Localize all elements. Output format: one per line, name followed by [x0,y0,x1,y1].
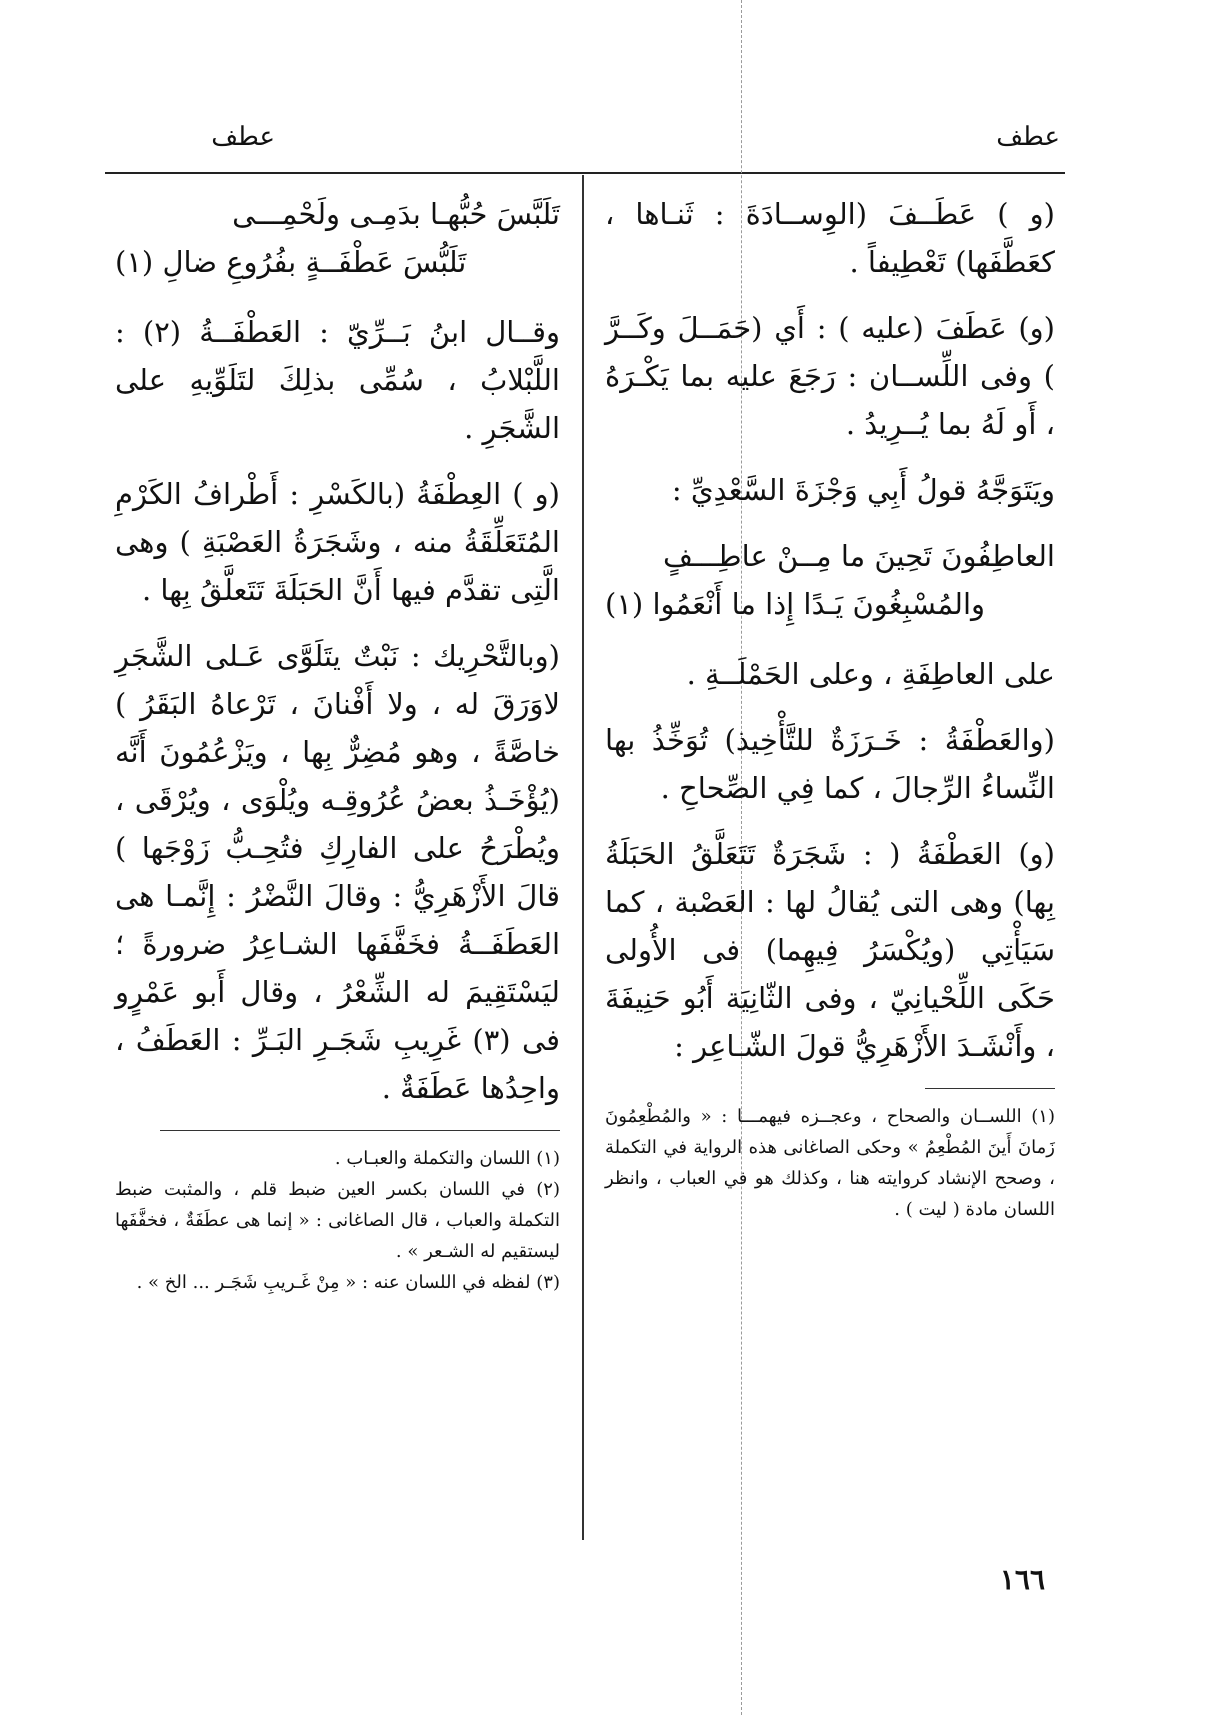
footnote: (١) اللسان والتكملة والعبـاب . [334,1148,560,1169]
page-number: ١٦٦ [999,1563,1045,1596]
column-divider [582,175,584,1540]
paragraph: (و) العَطْفَةُ ( : شَجَرَةٌ تَتَعَلَّقُ الحَبَلَةُ بِها) وهى التى يُقالُ لها : العَصْبة ، كما سَيَأْتِي (ويُكْسَرُ فِيهِما) فى الأُولى حَكَى اللِّحْيانِيّ ، وفى الثّانِيَة أَبُو حَنِيفَةَ ، وأَنْشَـدَ الأَزْهَرِيُّ قولَ الشّـاعِر : [605,837,1055,1063]
footnote-rule [160,1130,560,1131]
left-column [115,190,560,1298]
paragraph: ويَتَوَجَّهُ قولُ أَبِي وَجْزَةَ السَّعْدِيِّ : [671,473,1055,507]
verse [605,532,1055,628]
paragraph: على العاطِفَةِ ، وعلى الحَمْلَــةِ . [686,657,1055,691]
footnote: (٣) لفظه في اللسان عنه : « مِنْ غَـريبِ شَجَـر ... الخ » . [136,1272,560,1293]
verse-hemistich-second: تَلَبُّسَ عَطْفَــةٍ بفُرُوعِ ضالِ (١) [115,245,467,279]
paragraph: (والعَطْفَةُ : خَـرَزَةٌ للتَّأْخِيذ) تُوَخِّذُ بها النِّساءُ الرِّجالَ ، كما فِي الصِّحاحِ . [605,723,1055,805]
paragraph: وقــال ابنُ بَــرِّيّ : العَطْفَــةُ (٢) : اللَّبْلابُ ، سُمِّى بذلِكَ لتَلَوِّيهِ على الشَّجَرِ . [115,315,560,445]
paragraph: (وبالتَّحْرِيك : نَبْتٌ يتَلَوَّى عَـلى الشَّجَرِ لاوَرَقَ له ، ولا أَفْنانَ ، تَرْعاهُ البَقَرُ ) خاصَّةً ، وهو مُضِرٌّ بِها ، ويَزْعُمُونَ أَنَّه (يُؤْخَـذُ بعضُ عُرُوقِـه ويُلْوَى ، ويُرْقَى ، ويُطْرَحُ على الفارِكِ فتُحِـبُّ زَوْجَها ) قالَ الأَزْهَرِيُّ : وقالَ النَّضْرُ : إِنَّمـا هى العَطَفَــةُ فخَفَّفَها الشـاعِرُ ضرورةً ؛ ليَسْتَقِيمَ له الشِّعْرُ ، وقال أَبو عَمْرٍو فى (٣) غَرِيبِ شَجَـرِ البَـرِّ : العَطَفُ ، واحِدُها عَطَفَةٌ . [115,639,560,1105]
right-column [605,190,1055,1225]
paragraph: (و ) عَطَــفَ (الوِســادَةَ : ثَنـاها ، كعَطَّفَها) تَعْطِيفاً . [605,197,1055,279]
verse-hemistich-first: تَلَبَّسَ حُبُّهـا بدَمِـى ولَحْمِـــى [232,197,560,231]
verse-hemistich-second: والمُسْبِغُونَ يَـدًا إِذا ما أَنْعَمُوا (١) [605,587,986,621]
verse [115,190,560,286]
paragraph: (و) عَطَفَ (عليه ) : أَي (حَمَــلَ وكَــرَّ ) وفى اللِّســان : رَجَعَ عليه بما يَكْـرَهُ ، أَو لَهُ بما يُــرِيدُ . [605,311,1055,441]
running-head-right: عطف [996,122,1060,152]
footnote-rule [925,1088,1055,1089]
footnote: (٢) في اللسان بكسر العين ضبط قلم ، والمثبت ضبط التكملة والعباب ، قال الصاغانى : « إنما هى عطَفَةٌ ، فخفَّفَها ليستقيم له الشـعر » . [115,1179,560,1262]
running-head-left: عطف [211,122,275,152]
footnote: (١) اللســان والصحاح ، وعجــزه فيهمـــا : « والمُطْعِمُونَ زَمانَ أَينَ المُطْعِمُ » وحكى الصاغانى هذه الرواية في التكملة ، وصحح الإنشاد كروايته هنا ، وكذلك هو في العباب ، وانظر اللسان مادة ( ليت ) . [605,1106,1055,1220]
header-rule [105,172,1065,174]
verse-hemistich-first: العاطِفُونَ تَحِينَ ما مِــنْ عاطِـــفٍ [663,539,1055,573]
paragraph: (و ) العِطْفَةُ (بالكَسْرِ : أَطْرافُ الكَرْمِ المُتَعَلِّقَةُ منه ، وشَجَرَةُ العَصْبَةِ ) وهى الَّتِى تقدَّم فيها أَنَّ الحَبَلَةَ تَتَعلَّقُ بِها . [115,477,560,607]
